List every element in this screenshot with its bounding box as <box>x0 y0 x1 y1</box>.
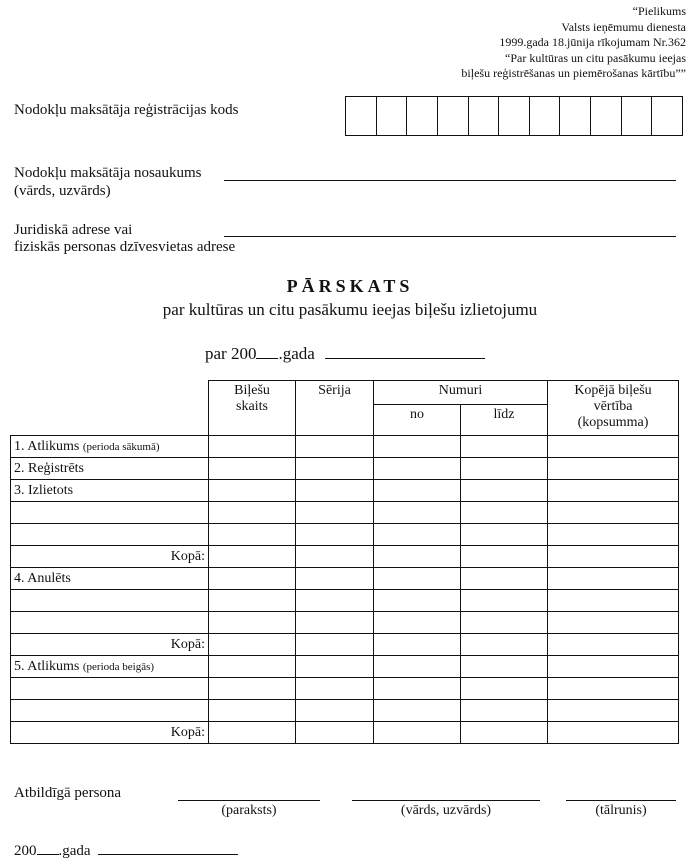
table-cell[interactable] <box>461 612 548 634</box>
appendix-header-note <box>346 4 686 82</box>
table-cell[interactable] <box>209 524 296 546</box>
period-year-blank[interactable] <box>256 358 278 359</box>
row-label-closing-balance <box>11 656 209 678</box>
table-cell[interactable] <box>548 546 679 568</box>
row-label-used: 3. Izlietots <box>11 480 209 502</box>
table-cell[interactable] <box>296 634 374 656</box>
code-digit-box[interactable] <box>560 97 591 135</box>
table-cell[interactable] <box>296 700 374 722</box>
header-line: biļešu reģistrēšanas un piemērošanas kārtību”” <box>461 66 686 80</box>
table-cell[interactable] <box>296 722 374 744</box>
header-line: “Par kultūras un citu pasākumu ieejas <box>505 50 686 65</box>
table-cell[interactable] <box>461 590 548 612</box>
row-label-registered: 2. Reģistrēts <box>11 458 209 480</box>
signature-line[interactable] <box>178 800 320 801</box>
table-cell[interactable] <box>209 458 296 480</box>
report-subtitle: par kultūras un citu pasākumu ieejas biļešu izlietojumu <box>162 300 538 319</box>
table-cell[interactable] <box>374 436 461 458</box>
code-digit-box[interactable] <box>530 97 561 135</box>
report-period <box>205 344 485 364</box>
row-label-cancelled: 4. Anulēts <box>11 568 209 590</box>
table-cell[interactable] <box>548 678 679 700</box>
code-digit-box[interactable] <box>469 97 500 135</box>
table-cell[interactable] <box>209 678 296 700</box>
table-cell[interactable] <box>209 502 296 524</box>
total-header-line: (kopsumma) <box>577 415 649 430</box>
table-cell[interactable] <box>296 590 374 612</box>
table-cell[interactable] <box>374 722 461 744</box>
tax-code-label: Nodokļu maksātāja reģistrācijas kods <box>14 102 239 118</box>
table-cell[interactable] <box>548 700 679 722</box>
row-label-note: (perioda beigās) <box>82 660 155 673</box>
table-cell[interactable] <box>461 436 548 458</box>
ticket-count-header <box>209 381 296 436</box>
table-cell[interactable] <box>548 612 679 634</box>
signature-caption: (paraksts) <box>221 803 277 818</box>
code-digit-box[interactable] <box>346 97 377 135</box>
date-suffix: .gada <box>58 843 91 859</box>
total-value-header <box>548 381 679 436</box>
table-cell[interactable] <box>374 678 461 700</box>
table-cell[interactable] <box>296 524 374 546</box>
table-cell[interactable] <box>461 656 548 678</box>
header-line: 1999.gada 18.jūnija rīkojumam Nr.362 <box>499 35 686 49</box>
table-cell[interactable] <box>209 722 296 744</box>
period-month-blank[interactable] <box>325 358 485 359</box>
table-cell[interactable] <box>209 612 296 634</box>
table-cell[interactable] <box>209 436 296 458</box>
table-cell[interactable] <box>548 480 679 502</box>
table-cell[interactable] <box>461 568 548 590</box>
table-cell[interactable] <box>296 678 374 700</box>
table-cell[interactable] <box>296 568 374 590</box>
table-cell[interactable] <box>374 568 461 590</box>
table-cell[interactable] <box>296 436 374 458</box>
table-cell[interactable] <box>461 634 548 656</box>
code-digit-box[interactable] <box>652 97 682 135</box>
table-cell[interactable] <box>548 722 679 744</box>
table-cell[interactable] <box>296 656 374 678</box>
date-prefix: 200 <box>14 843 37 859</box>
phone-line[interactable] <box>566 800 676 801</box>
table-cell[interactable] <box>374 656 461 678</box>
table-cell[interactable] <box>548 590 679 612</box>
table-cell[interactable] <box>11 700 209 722</box>
total-header-line: Kopējā biļešu <box>574 383 652 398</box>
from-header: no <box>374 405 461 436</box>
responsible-person-label: Atbildīgā persona <box>14 785 122 801</box>
table-cell[interactable] <box>374 524 461 546</box>
table-cell[interactable] <box>461 502 548 524</box>
table-cell[interactable] <box>548 524 679 546</box>
period-prefix: par 200 <box>205 344 257 363</box>
table-cell[interactable] <box>209 656 296 678</box>
taxpayer-name-sub: (vārds, uzvārds) <box>14 183 111 199</box>
table-cell[interactable] <box>461 480 548 502</box>
taxpayer-name-label: Nodokļu maksātāja nosaukums <box>14 165 202 181</box>
row-label-total: Kopā: <box>11 634 209 656</box>
table-cell[interactable] <box>548 458 679 480</box>
code-digit-box[interactable] <box>499 97 530 135</box>
code-digit-box[interactable] <box>377 97 408 135</box>
table-cell[interactable] <box>461 722 548 744</box>
date-month-blank[interactable] <box>98 854 238 855</box>
table-cell[interactable] <box>374 634 461 656</box>
report-table <box>10 380 679 744</box>
table-cell[interactable] <box>11 678 209 700</box>
table-cell[interactable] <box>209 568 296 590</box>
header-line: “Pielikums <box>632 4 686 18</box>
phone-caption: (tālrunis) <box>595 803 647 818</box>
taxpayer-name-field[interactable] <box>224 180 676 181</box>
table-cell[interactable] <box>461 700 548 722</box>
table-cell[interactable] <box>11 612 209 634</box>
table-cell[interactable] <box>296 480 374 502</box>
name-caption: (vārds, uzvārds) <box>400 803 492 818</box>
numbers-header: Numuri <box>374 381 548 405</box>
table-cell[interactable] <box>11 502 209 524</box>
table-cell[interactable] <box>461 546 548 568</box>
code-digit-box[interactable] <box>622 97 653 135</box>
report-title: PĀRSKATS <box>286 276 414 296</box>
to-header: līdz <box>461 405 548 436</box>
row-label-total: Kopā: <box>11 546 209 568</box>
code-digit-box[interactable] <box>438 97 469 135</box>
table-cell[interactable] <box>374 480 461 502</box>
table-cell[interactable] <box>461 458 548 480</box>
row-label-total: Kopā: <box>11 722 209 744</box>
table-cell[interactable] <box>461 678 548 700</box>
date-year-blank[interactable] <box>37 854 59 855</box>
table-cell[interactable] <box>374 700 461 722</box>
table-cell[interactable] <box>548 436 679 458</box>
table-cell[interactable] <box>209 546 296 568</box>
date-line <box>14 842 238 861</box>
tax-code-boxes[interactable] <box>345 96 683 136</box>
table-cell[interactable] <box>209 700 296 722</box>
row-label-main: 1. Atlikums <box>14 438 80 454</box>
table-cell[interactable] <box>11 524 209 546</box>
ticket-count-header-line: skaits <box>236 399 268 414</box>
table-cell[interactable] <box>548 634 679 656</box>
code-digit-box[interactable] <box>407 97 438 135</box>
code-digit-box[interactable] <box>591 97 622 135</box>
table-cell[interactable] <box>461 524 548 546</box>
period-suffix: .gada <box>278 344 315 363</box>
table-corner <box>11 381 209 436</box>
table-cell[interactable] <box>548 568 679 590</box>
table-cell[interactable] <box>374 458 461 480</box>
table-cell[interactable] <box>296 458 374 480</box>
total-header-line: vērtība <box>593 399 633 414</box>
address-label: Juridiskā adrese vai <box>14 222 133 238</box>
name-line[interactable] <box>352 800 540 801</box>
ticket-count-header-line: Biļešu <box>234 383 270 398</box>
table-cell[interactable] <box>374 612 461 634</box>
row-label-opening-balance <box>11 436 209 458</box>
series-header: Sērija <box>296 381 374 436</box>
table-cell[interactable] <box>209 480 296 502</box>
table-cell[interactable] <box>296 612 374 634</box>
row-label-note: (perioda sākumā) <box>82 440 160 453</box>
address-field[interactable] <box>224 236 676 237</box>
table-cell[interactable] <box>296 546 374 568</box>
row-label-main: 5. Atlikums <box>14 658 80 674</box>
table-cell[interactable] <box>209 634 296 656</box>
table-cell[interactable] <box>548 656 679 678</box>
table-cell[interactable] <box>11 590 209 612</box>
table-cell[interactable] <box>374 590 461 612</box>
table-cell[interactable] <box>296 502 374 524</box>
address-label-2: fiziskās personas dzīvesvietas adrese <box>14 239 236 255</box>
table-cell[interactable] <box>374 546 461 568</box>
table-cell[interactable] <box>548 502 679 524</box>
header-line: Valsts ieņēmumu dienesta <box>561 19 686 34</box>
table-cell[interactable] <box>374 502 461 524</box>
table-cell[interactable] <box>209 590 296 612</box>
